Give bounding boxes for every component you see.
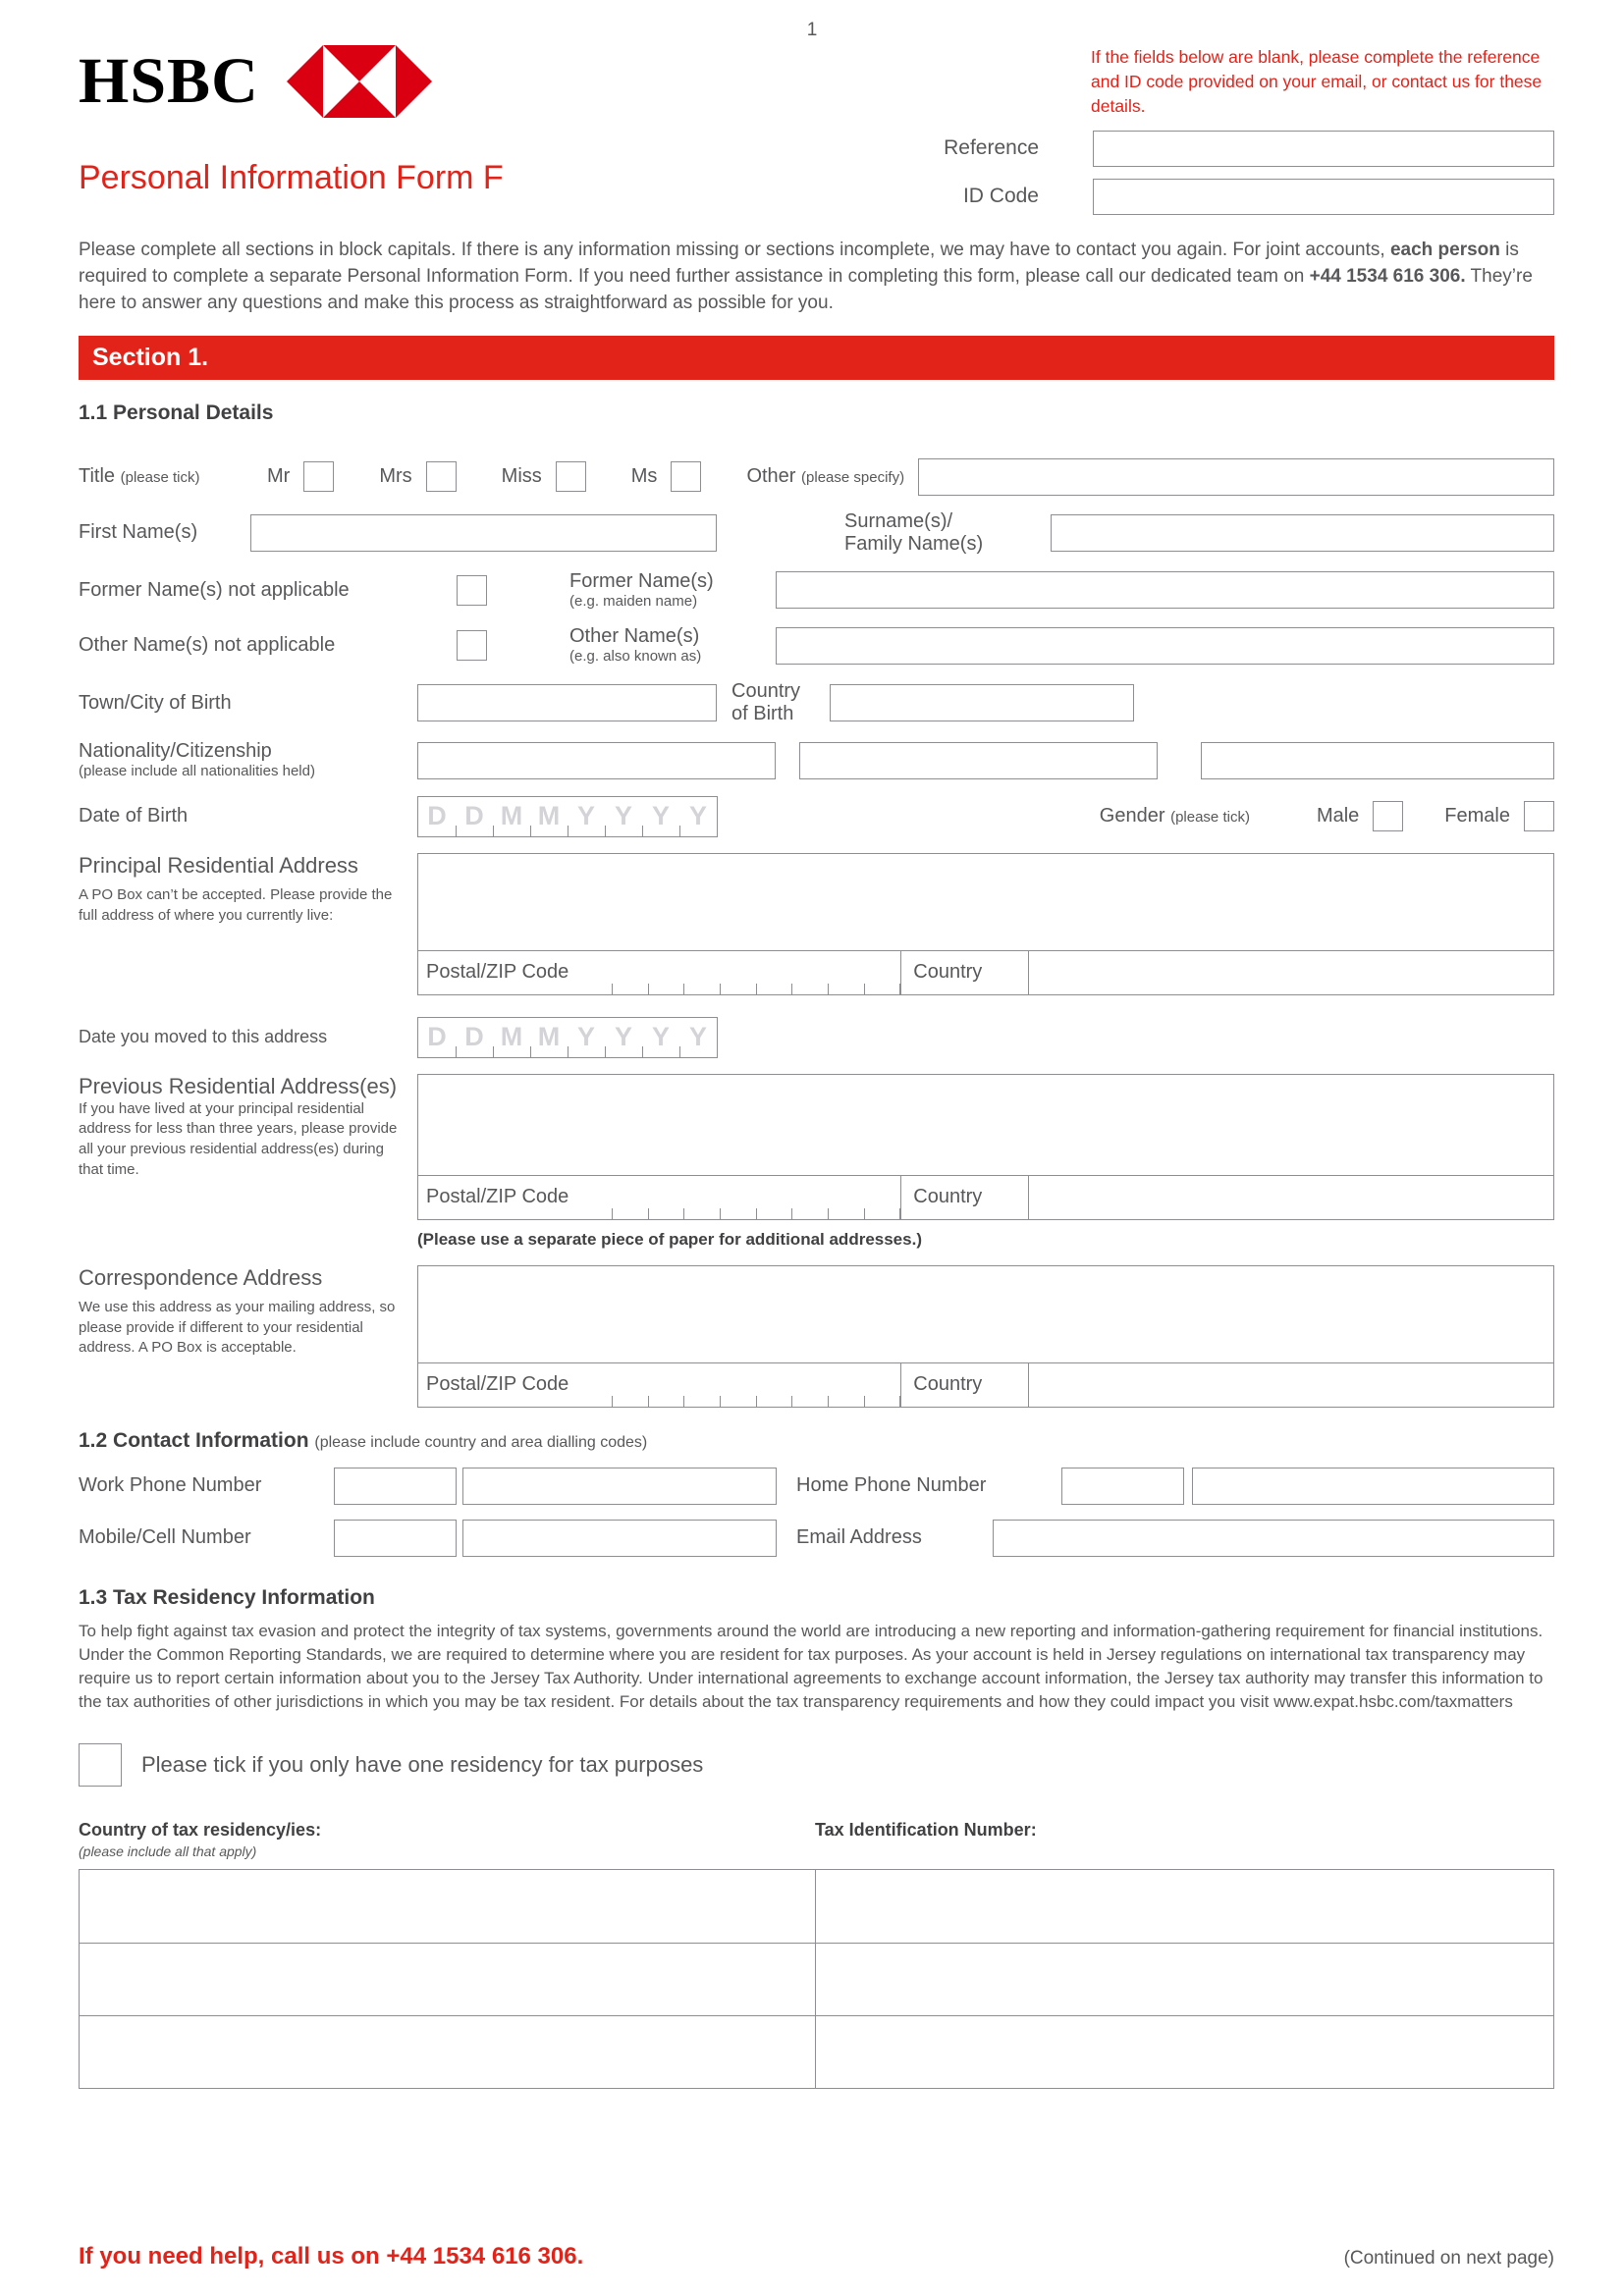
other-name-input[interactable] <box>776 627 1554 665</box>
correspondence-country-input[interactable] <box>1028 1363 1553 1407</box>
tax-tin-cell-1[interactable] <box>816 1870 1553 1943</box>
date-moved-cell[interactable]: M <box>493 1018 530 1057</box>
date-moved-label: Date you moved to this address <box>79 1027 328 1047</box>
principal-address-fields <box>417 853 1554 995</box>
footer <box>79 2243 1554 2270</box>
surname-input[interactable] <box>1051 514 1554 552</box>
postal-cell[interactable] <box>829 951 865 994</box>
postal-cell[interactable] <box>721 951 757 994</box>
correspondence-postal-row <box>417 1363 1554 1408</box>
country-of-birth-label: Country of Birth <box>731 680 801 725</box>
home-phone-label: Home Phone Number <box>796 1474 987 1497</box>
date-moved-cell[interactable]: Y <box>688 1022 707 1052</box>
postal-cell[interactable] <box>829 1176 865 1219</box>
dob-cell[interactable]: M <box>493 797 530 836</box>
tax-country-hint: (please include all that apply) <box>79 1842 257 1859</box>
date-moved-row <box>79 1017 1554 1058</box>
correspondence-address-block <box>79 1265 1554 1408</box>
other-name-label: Other Name(s) (e.g. also known as) <box>569 624 702 665</box>
reference-row <box>844 131 1554 167</box>
mobile-phone-code-input[interactable] <box>334 1520 457 1557</box>
previous-address-input[interactable] <box>417 1074 1554 1176</box>
previous-postal-input[interactable] <box>576 1176 900 1219</box>
title-option-miss-label: Miss <box>501 465 542 488</box>
postal-cell[interactable] <box>865 1176 901 1219</box>
section-1-banner: Section 1. <box>79 336 1554 380</box>
female-checkbox[interactable] <box>1524 801 1554 831</box>
correspondence-address-input[interactable] <box>417 1265 1554 1363</box>
id-code-label: ID Code <box>962 185 1039 208</box>
tax-tin-cell-2[interactable] <box>816 1943 1553 2015</box>
principal-postal-row <box>417 951 1554 995</box>
dob-cell[interactable]: D <box>418 797 456 836</box>
postal-cell[interactable] <box>684 1176 721 1219</box>
intro-phone-number: +44 1534 616 306. <box>1309 265 1466 287</box>
postal-cell[interactable] <box>576 1363 613 1407</box>
surname-label: Surname(s)/ Family Name(s) <box>844 509 984 555</box>
title-option-ms-label: Ms <box>630 465 658 488</box>
intro-paragraph <box>79 237 1554 316</box>
title-other-input[interactable] <box>918 458 1554 496</box>
dob-input[interactable] <box>417 796 718 837</box>
postal-cell[interactable] <box>684 1363 721 1407</box>
principal-postal-label: Postal/ZIP Code <box>426 961 569 984</box>
principal-postal-input[interactable] <box>576 951 900 994</box>
postal-cell[interactable] <box>865 1363 901 1407</box>
nationality-input-1[interactable] <box>417 742 776 779</box>
postal-cell[interactable] <box>721 1363 757 1407</box>
previous-country-label: Country <box>900 1176 1028 1219</box>
page-title: Personal Information Form F <box>79 159 504 196</box>
phone-row-1 <box>79 1468 1554 1505</box>
former-name-na-checkbox[interactable] <box>457 575 487 606</box>
nationality-input-3[interactable] <box>1201 742 1554 779</box>
id-code-row <box>844 179 1554 215</box>
email-label: Email Address <box>796 1526 922 1549</box>
tax-country-cell-2[interactable] <box>80 1943 816 2015</box>
previous-address-heading: Previous Residential Address(es) <box>79 1073 398 1098</box>
principal-address-block <box>79 853 1554 995</box>
header-left <box>79 45 504 215</box>
tax-tin-cell-3[interactable] <box>816 2015 1553 2088</box>
previous-postal-label: Postal/ZIP Code <box>426 1186 569 1208</box>
postal-cell[interactable] <box>721 1176 757 1219</box>
date-moved-cell[interactable]: Y <box>568 1018 605 1057</box>
previous-address-block <box>79 1074 1554 1220</box>
work-phone-code-input[interactable] <box>334 1468 457 1505</box>
nationality-label: Nationality/Citizenship (please include all nationalities held) <box>79 740 315 780</box>
other-name-row <box>79 625 1554 666</box>
title-mr-checkbox[interactable] <box>303 461 334 492</box>
dob-cell[interactable]: M <box>530 797 568 836</box>
tax-table-headers <box>79 1820 1554 1859</box>
heading-personal-details: 1.1 Personal Details <box>79 400 274 424</box>
tax-residency-table <box>79 1869 1554 2089</box>
former-name-row <box>79 570 1554 611</box>
town-of-birth-label: Town/City of Birth <box>79 691 232 714</box>
phone-row-2 <box>79 1520 1554 1557</box>
correspondence-country-label: Country <box>900 1363 1028 1407</box>
correspondence-address-fields <box>417 1265 1554 1408</box>
title-other-label: Other (please specify) <box>746 465 905 488</box>
heading-tax-residency: 1.3 Tax Residency Information <box>79 1585 375 1609</box>
dob-cell[interactable]: Y <box>568 797 605 836</box>
previous-postal-row <box>417 1176 1554 1220</box>
postal-cell[interactable] <box>613 1176 649 1219</box>
title-label: Title (please tick) <box>79 465 200 488</box>
tax-country-header-block <box>79 1820 815 1859</box>
intro-bold-each-person: each person <box>1389 239 1500 260</box>
reference-input[interactable] <box>1093 131 1554 167</box>
other-name-na-label: Other Name(s) not applicable <box>79 634 336 657</box>
gender-label: Gender (please tick) <box>1099 805 1250 828</box>
correspondence-postal-input[interactable] <box>576 1363 900 1407</box>
principal-address-labels <box>79 853 417 927</box>
town-of-birth-input[interactable] <box>417 684 717 721</box>
postal-cell[interactable] <box>649 1363 685 1407</box>
principal-country-label: Country <box>900 951 1028 994</box>
work-phone-label: Work Phone Number <box>79 1474 262 1497</box>
intro-text-2: is required to complete a separate Personal Information Form. If you need further assistance in completing this form, please call our dedicated team on <box>79 239 1519 287</box>
male-checkbox[interactable] <box>1373 801 1403 831</box>
single-residency-row <box>79 1743 1554 1787</box>
gender-group <box>1100 801 1554 831</box>
home-phone-code-input[interactable] <box>1061 1468 1184 1505</box>
first-name-input[interactable] <box>250 514 717 552</box>
female-label: Female <box>1444 805 1510 828</box>
date-moved-cell[interactable]: M <box>530 1018 568 1057</box>
footer-help-text: If you need help, call us on +44 1534 616 306. <box>79 2243 584 2269</box>
single-residency-label: Please tick if you only have one residency for tax purposes <box>141 1751 704 1777</box>
first-name-label: First Name(s) <box>79 521 198 544</box>
hsbc-logo <box>79 45 504 118</box>
postal-cell[interactable] <box>757 1363 793 1407</box>
postal-cell[interactable] <box>829 1363 865 1407</box>
mobile-phone-label: Mobile/Cell Number <box>79 1526 251 1549</box>
tax-country-cell-1[interactable] <box>80 1870 816 1943</box>
intro-text: Please complete all sections in block capitals. If there is any information missing or sections incomplete, we may have to contact you again. For joint accounts, <box>79 239 1390 260</box>
country-of-birth-input[interactable] <box>830 684 1134 721</box>
title-row <box>79 458 1554 496</box>
footer-continued-text: (Continued on next page) <box>1343 2248 1554 2269</box>
birth-row <box>79 680 1554 725</box>
dob-cell[interactable]: Y <box>688 801 707 831</box>
principal-address-input[interactable] <box>417 853 1554 951</box>
correspondence-postal-label: Postal/ZIP Code <box>426 1373 569 1396</box>
separate-paper-note: (Please use a separate piece of paper for additional addresses.) <box>417 1229 922 1249</box>
dob-cell[interactable]: Y <box>605 797 642 836</box>
postal-cell[interactable] <box>649 951 685 994</box>
tax-country-cell-3[interactable] <box>80 2015 816 2088</box>
header <box>79 45 1554 215</box>
page-number: 1 <box>806 20 818 40</box>
header-note: If the fields below are blank, please complete the reference and ID code provided on your email, or contact us for these details. <box>1091 47 1543 116</box>
dob-label: Date of Birth <box>79 805 189 828</box>
title-option-mrs-label: Mrs <box>379 465 412 488</box>
previous-address-labels <box>79 1074 417 1181</box>
former-name-label: Former Name(s) (e.g. maiden name) <box>569 569 714 610</box>
postal-cell[interactable] <box>649 1176 685 1219</box>
postal-cell[interactable] <box>613 951 649 994</box>
postal-cell[interactable] <box>757 951 793 994</box>
nationality-input-2[interactable] <box>799 742 1158 779</box>
mobile-phone-input[interactable] <box>462 1520 777 1557</box>
tax-country-header: Country of tax residency/ies: <box>79 1819 322 1840</box>
hsbc-wordmark: HSBC <box>79 45 259 117</box>
former-name-na-label: Former Name(s) not applicable <box>79 578 350 601</box>
principal-address-description: A PO Box can’t be accepted. Please provide the full address of where you currently live: <box>79 886 393 924</box>
postal-cell[interactable] <box>792 1363 829 1407</box>
date-moved-cell[interactable]: Y <box>605 1018 642 1057</box>
tax-paragraph: To help fight against tax evasion and protect the integrity of tax systems, governments around the world are introducing a new reporting and information-gathering requirement for financial institutions. Under the Common Reporting Standards, we are required to determine where you are resident for tax purposes. As your account is held in Jersey regulations on international tax transparency may require us to report certain information about you to the Jersey Tax Authority. Under international agreements to exchange account information, the Jersey tax authority may transfer this information to the tax authorities of other jurisdictions in which you may be tax resident. For details about the tax transparency requirements and how they could impact you visit www.expat.hsbc.com/taxmatters <box>79 1621 1543 1711</box>
correspondence-address-heading: Correspondence Address <box>79 1264 323 1290</box>
tax-tin-header: Tax Identification Number: <box>815 1819 1037 1840</box>
intro-text-3: They’re here to answer any questions and make this process as straightforward as possible for you. <box>79 265 1533 313</box>
male-label: Male <box>1316 805 1360 828</box>
heading-contact-information: 1.2 Contact Information (please include country and area dialling codes) <box>79 1428 648 1452</box>
postal-cell[interactable] <box>757 1176 793 1219</box>
postal-cell[interactable] <box>684 951 721 994</box>
postal-cell[interactable] <box>865 951 901 994</box>
postal-cell[interactable] <box>576 1176 613 1219</box>
dob-cell[interactable]: Y <box>642 797 679 836</box>
principal-country-input[interactable] <box>1028 951 1553 994</box>
title-miss-checkbox[interactable] <box>556 461 586 492</box>
previous-address-description: If you have lived at your principal residential address for less than three years, please provide all your previous residential address(es) during that time. <box>79 1099 398 1178</box>
date-moved-cell[interactable]: D <box>456 1018 493 1057</box>
title-option-mr-label: Mr <box>267 465 291 488</box>
work-phone-input[interactable] <box>462 1468 777 1505</box>
dob-gender-row <box>79 796 1554 837</box>
principal-address-heading: Principal Residential Address <box>79 852 358 878</box>
date-moved-input[interactable] <box>417 1017 718 1058</box>
single-residency-checkbox[interactable] <box>79 1743 122 1787</box>
postal-cell[interactable] <box>613 1363 649 1407</box>
previous-address-fields <box>417 1074 1554 1220</box>
postal-cell[interactable] <box>792 951 829 994</box>
name-row <box>79 510 1554 556</box>
hsbc-hexagon-icon <box>287 45 432 118</box>
home-phone-input[interactable] <box>1192 1468 1554 1505</box>
date-moved-cell[interactable]: Y <box>642 1018 679 1057</box>
correspondence-address-labels <box>79 1265 417 1359</box>
date-moved-cell[interactable]: D <box>418 1018 456 1057</box>
nationality-row <box>79 740 1554 780</box>
email-input[interactable] <box>993 1520 1554 1557</box>
header-right <box>844 45 1554 215</box>
previous-country-input[interactable] <box>1028 1176 1553 1219</box>
dob-cell[interactable]: D <box>456 797 493 836</box>
correspondence-address-description: We use this address as your mailing address, so please provide if different to your residential address. A PO Box is acceptable. <box>79 1299 396 1357</box>
reference-label: Reference <box>944 136 1039 160</box>
former-name-input[interactable] <box>776 571 1554 609</box>
title-mrs-checkbox[interactable] <box>426 461 457 492</box>
postal-cell[interactable] <box>792 1176 829 1219</box>
title-ms-checkbox[interactable] <box>671 461 701 492</box>
other-name-na-checkbox[interactable] <box>457 630 487 661</box>
id-code-input[interactable] <box>1093 179 1554 215</box>
postal-cell[interactable] <box>576 951 613 994</box>
